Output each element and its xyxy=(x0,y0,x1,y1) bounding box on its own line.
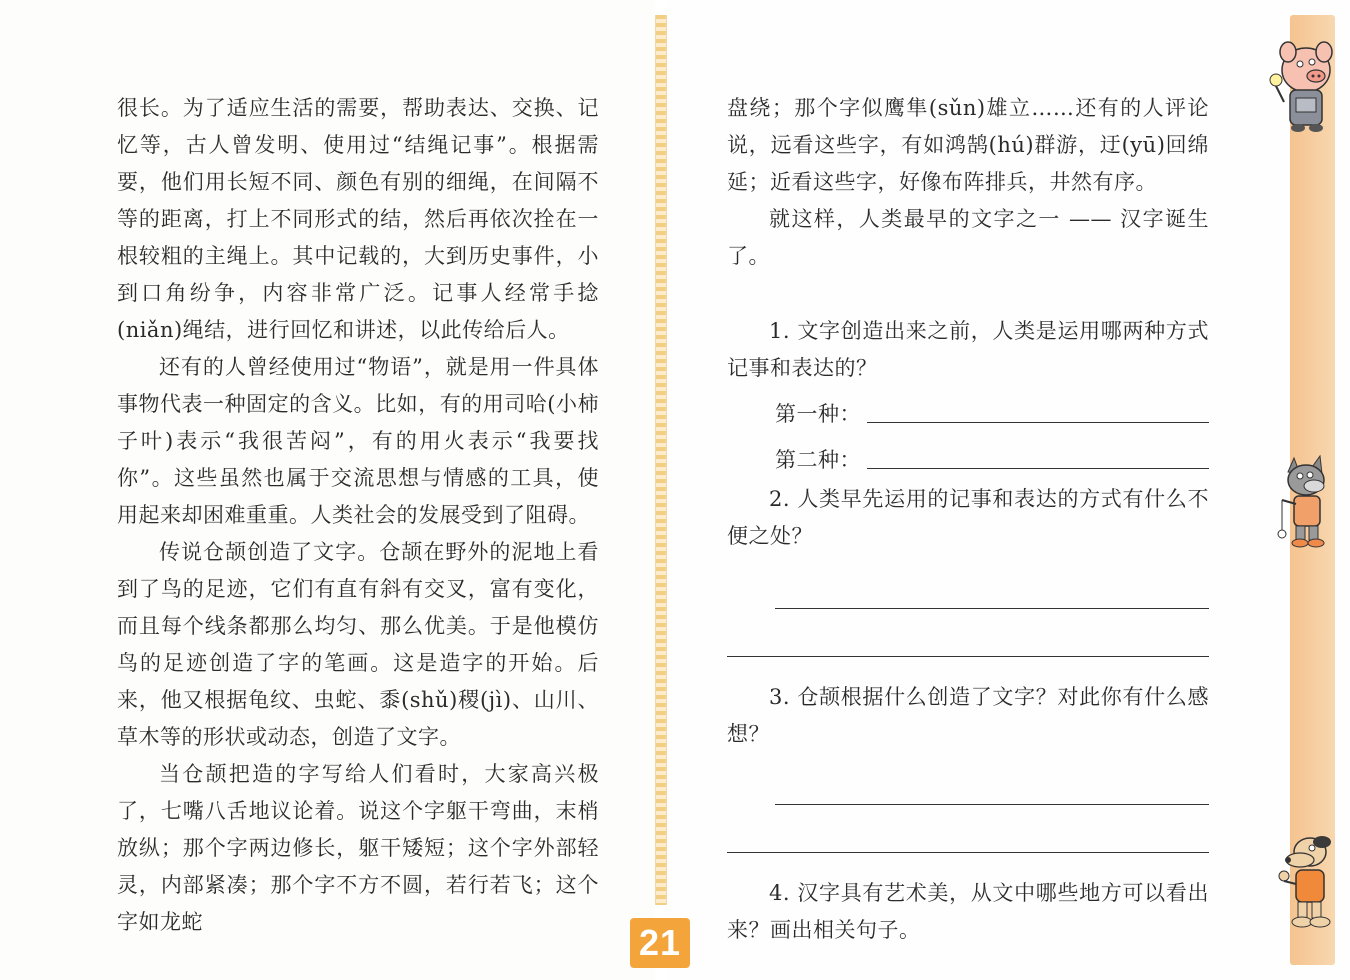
question-1: 1. 文字创造出来之前，人类是运用哪两种方式记事和表达的？ xyxy=(727,319,1209,380)
answer-row-first xyxy=(727,387,1209,433)
question-3: 3. 仓颉根据什么创造了文字？对此你有什么感想？ xyxy=(727,685,1209,746)
left-page-text xyxy=(117,90,599,941)
answer-line[interactable] xyxy=(867,421,1209,423)
paragraph: 传说仓颉创造了文字。仓颉在野外的泥地上看到了鸟的足迹，它们有直有斜有交叉，富有变化，而且每个线条都那么均匀、那么优美。于是他模仿鸟的足迹创造了字的笔画。这是造字的开始。后来，他又根据龟纹、虫蛇、黍(shǔ)稷(jì)、山川、草木等的形状或动态，创造了文字。 xyxy=(117,540,599,749)
paragraph: 很长。为了适应生活的需要，帮助表达、交换、记忆等，古人曾发明、使用过“结绳记事”。根据需要，他们用长短不同、颜色有别的细绳，在间隔不等的距离，打上不同形式的结，然后再依次拴在一根较粗的主绳上。其中记载的，大到历史事件，小到口角纷争，内容非常广泛。记事人经常手捻(niǎn)绳结，进行回忆和讲述，以此传给后人。 xyxy=(117,96,599,342)
dog-cartoon-icon xyxy=(1270,828,1342,932)
question-4: 4. 汉字具有艺术美，从文中哪些地方可以看出来？画出相关句子。 xyxy=(727,881,1209,942)
answer-label: 第一种： xyxy=(775,402,861,426)
book-fold xyxy=(655,15,667,905)
question-2: 2. 人类早先运用的记事和表达的方式有什么不便之处？ xyxy=(727,487,1209,548)
paragraph: 还有的人曾经使用过“物语”，就是用一件具体事物代表一种固定的含义。比如，有的用司哈(小柿子叶)表示“我很苦闷”，有的用火表示“我要找你”。这些虽然也属于交流思想与情感的工具，使用起来却困难重重。人类社会的发展受到了阻碍。 xyxy=(117,355,599,527)
paragraph: 盘绕；那个字似鹰隼(sǔn)雄立……还有的人评论说，远看这些字，有如鸿鹄(hú)群游，迂(yū)回绵延；近看这些字，好像布阵排兵，井然有序。 xyxy=(727,96,1209,194)
answer-label: 第二种： xyxy=(775,448,861,472)
pig-cartoon-icon xyxy=(1262,40,1344,135)
paragraph: 就这样，人类最早的文字之一 —— 汉字诞生了。 xyxy=(727,207,1209,268)
spacer xyxy=(727,275,1209,313)
wolf-cartoon-icon xyxy=(1272,450,1340,550)
right-page-text xyxy=(727,90,1209,949)
page-number: 21 xyxy=(630,918,690,968)
answer-line[interactable] xyxy=(867,467,1209,469)
paragraph: 当仓颉把造的字写给人们看时，大家高兴极了，七嘴八舌地议论着。说这个字躯干弯曲，末梢放纵；那个字两边修长，躯干矮短；这个字外部轻灵，内部紧凑；那个字不方不圆，若行若飞；这个字如龙蛇 xyxy=(117,762,599,934)
answer-row-second xyxy=(727,433,1209,479)
